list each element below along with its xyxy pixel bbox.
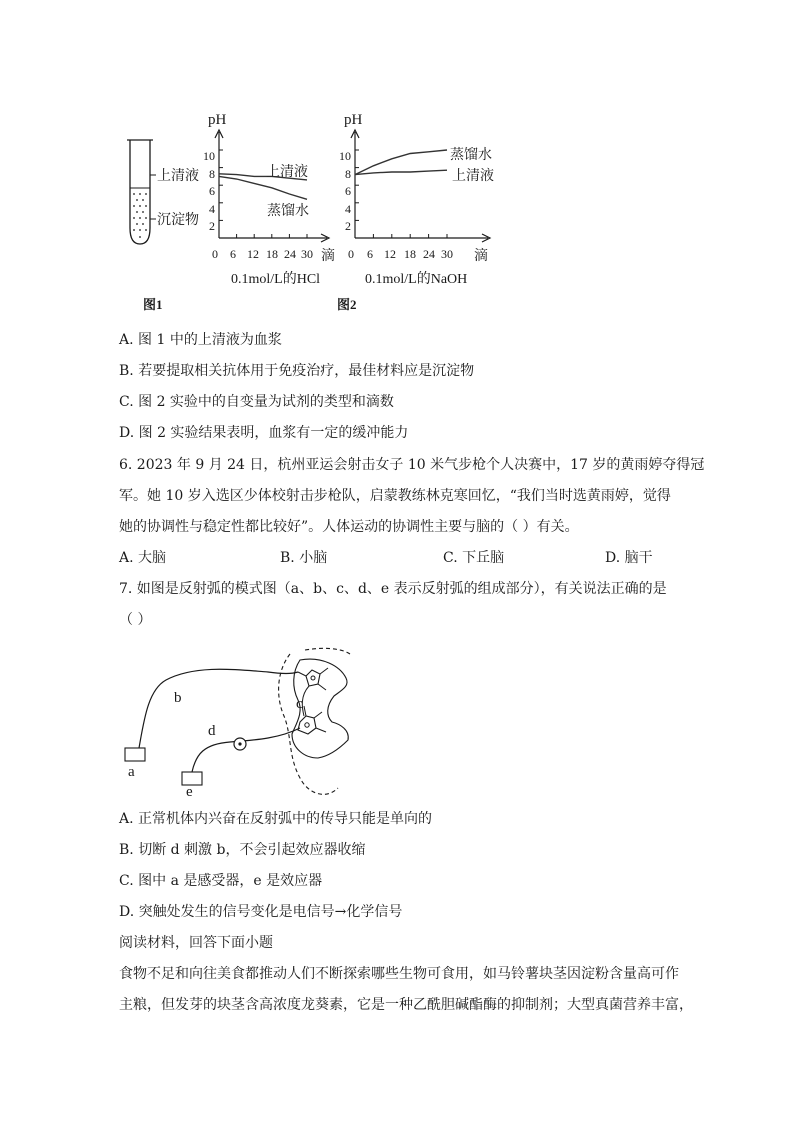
spinal-cord-outline — [279, 654, 338, 794]
chart-1-y-label: pH — [208, 112, 227, 128]
q6-stem-line-1: 6. 2023 年 9 月 24 日，杭州亚运会射击女子 10 米气步枪个人决赛中，17 岁的黄雨婷夺得冠 — [119, 457, 705, 473]
q5-option-a[interactable]: A. 图 1 中的上清液为血浆 — [119, 332, 282, 348]
test-tube — [127, 140, 156, 244]
chart-1-x-tick-12: 12 — [247, 247, 259, 261]
afferent-nerve-b — [139, 669, 298, 748]
ph-figures — [0, 0, 794, 320]
figure-1-caption: 图1 — [143, 297, 163, 312]
q6-stem-line-3: 她的协调性与稳定性都比较好”。人体运动的协调性主要与脑的（ ）有关。 — [119, 519, 579, 535]
figure-2-caption: 图2 — [337, 297, 357, 312]
chart-1-y-tick-10: 10 — [203, 149, 215, 163]
q5-option-c[interactable]: C. 图 2 实验中的自变量为试剂的类型和滴数 — [119, 394, 394, 410]
chart-1-label-supernatant: 上清液 — [266, 165, 308, 180]
chart-2-y-tick-2: 2 — [345, 219, 351, 233]
q5-option-b[interactable]: B. 若要提取相关抗体用于免疫治疗，最佳材料应是沉淀物 — [119, 363, 475, 379]
chart-2-y-label: pH — [344, 112, 363, 128]
chart-1-reagent: 0.1mol/L的HCl — [231, 272, 321, 287]
label-c: c — [296, 696, 303, 712]
q7-option-d[interactable]: D. 突触处发生的信号变化是电信号→化学信号 — [119, 904, 403, 920]
chart-2-y-tick-6: 6 — [345, 184, 351, 198]
q7-stem-line-2: （ ） — [119, 612, 152, 628]
q5-option-d[interactable]: D. 图 2 实验结果表明，血浆有一定的缓冲能力 — [119, 425, 409, 441]
chart-2-y-tick-8: 8 — [345, 167, 351, 181]
reading-heading: 阅读材料，回答下面小题 — [119, 935, 273, 951]
chart-2-x-tick-18: 18 — [404, 247, 416, 261]
q6-option-c[interactable]: C. 下丘脑 — [443, 550, 505, 566]
chart-2-x-tick-6: 6 — [367, 247, 373, 261]
chart-1-x-unit: 滴 — [321, 249, 335, 264]
chart-1-y-tick-4: 4 — [209, 202, 215, 216]
chart-1-x-tick-30: 30 — [301, 247, 313, 261]
label-d: d — [208, 723, 216, 739]
interneuron-upper — [298, 668, 328, 690]
receptor-a-box — [125, 748, 145, 761]
reading-line-1: 食物不足和向往美食都推动人们不断探索哪些生物可食用，如马铃薯块茎因淀粉含量高可作 — [119, 966, 679, 982]
tube-label-sediment: 沉淀物 — [157, 213, 199, 228]
q6-option-d[interactable]: D. 脑干 — [605, 550, 653, 566]
chart-2-reagent: 0.1mol/L的NaOH — [365, 272, 468, 287]
chart-2-x-unit: 滴 — [474, 249, 488, 264]
tube-label-supernatant: 上清液 — [157, 169, 199, 184]
chart-1-x-tick-24: 24 — [284, 247, 296, 261]
chart-1-y-tick-6: 6 — [209, 184, 215, 198]
q7-option-c[interactable]: C. 图中 a 是感受器，e 是效应器 — [119, 873, 323, 889]
q7-option-b[interactable]: B. 切断 d 刺激 b，不会引起效应器收缩 — [119, 842, 366, 858]
q7-option-a[interactable]: A. 正常机体内兴奋在反射弧中的传导只能是单向的 — [119, 811, 433, 827]
chart-2 — [339, 112, 494, 287]
chart-2-x-origin: 0 — [348, 247, 354, 261]
chart-2-series-supernatant — [355, 170, 447, 174]
chart-2-x-tick-30: 30 — [441, 247, 453, 261]
q6-option-a[interactable]: A. 大脑 — [119, 550, 167, 566]
q6-option-b[interactable]: B. 小脑 — [280, 550, 328, 566]
chart-1-x-origin: 0 — [212, 247, 218, 261]
chart-1-label-distilled-water: 蒸馏水 — [267, 204, 309, 219]
chart-1-y-tick-2: 2 — [209, 219, 215, 233]
chart-2-y-tick-10: 10 — [339, 149, 351, 163]
chart-2-x-tick-12: 12 — [384, 247, 396, 261]
chart-2-y-tick-4: 4 — [345, 202, 351, 216]
label-e: e — [186, 784, 193, 800]
chart-1 — [203, 112, 335, 287]
q6-stem-line-2: 军。她 10 岁入选区少体校射击步枪队，启蒙教练林克寒回忆，“我们当时选黄雨婷，觉得 — [119, 488, 671, 504]
reading-line-2: 主粮，但发芽的块茎含高浓度龙葵素，它是一种乙酰胆碱酯酶的抑制剂；大型真菌营养丰富， — [119, 997, 693, 1013]
chart-1-x-tick-6: 6 — [230, 247, 236, 261]
label-b: b — [174, 690, 182, 706]
chart-1-y-tick-8: 8 — [209, 167, 215, 181]
chart-2-label-distilled-water: 蒸馏水 — [450, 148, 492, 163]
chart-2-label-supernatant: 上清液 — [452, 169, 494, 184]
chart-2-x-tick-24: 24 — [423, 247, 435, 261]
label-a: a — [128, 764, 135, 780]
chart-1-x-tick-18: 18 — [266, 247, 278, 261]
q7-stem-line-1: 7. 如图是反射弧的模式图（a、b、c、d、e 表示反射弧的组成部分），有关说法正确的是 — [119, 581, 667, 597]
reflex-arc-diagram — [112, 640, 372, 800]
